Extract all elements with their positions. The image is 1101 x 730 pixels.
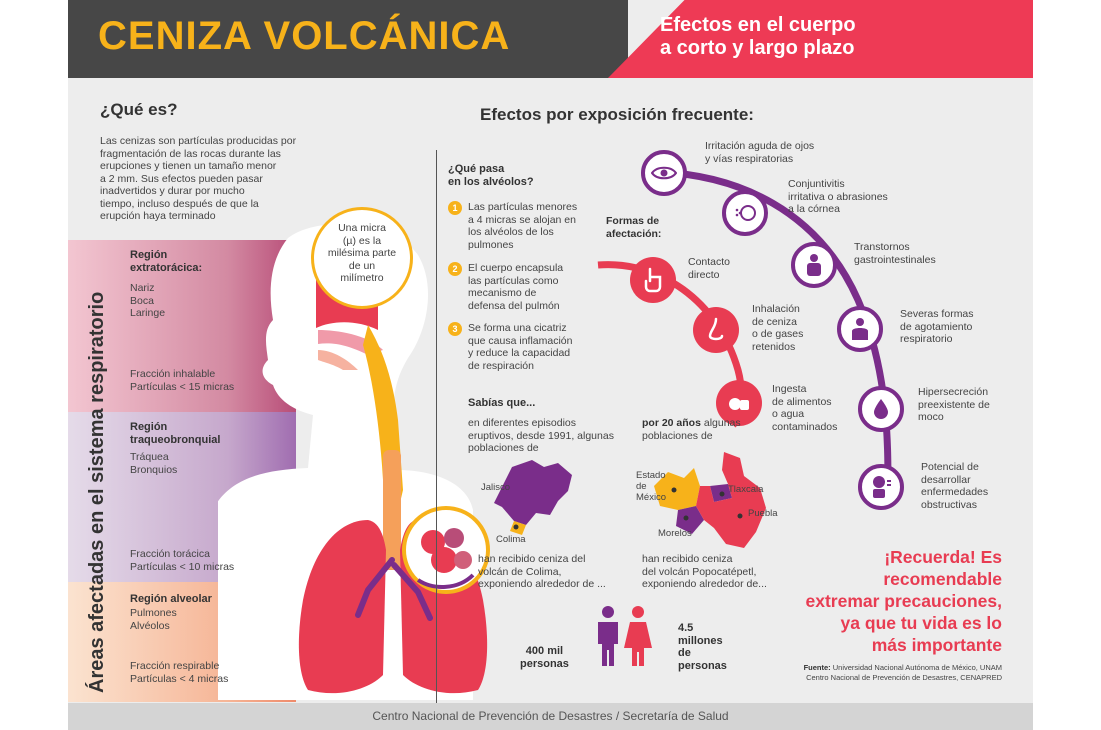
map-jalisco-colima: [492, 455, 582, 540]
map-label-jalisco: Jalisco: [481, 482, 511, 493]
recuerda-message: ¡Recuerda! Es recomendable extremar precauciones, ya que tu vida es lo más importante: [805, 547, 1002, 655]
finger-touch-icon: [630, 257, 676, 303]
micra-note: Una micra (µ) es la milésima parte de un milímetro: [311, 207, 413, 309]
sabias-heading: Sabías que...: [468, 397, 536, 409]
region-2-items: Tráquea Bronquios: [130, 451, 178, 476]
step-2-text: El cuerpo encapsula las partículas como mecanismo de defensa del pulmón: [468, 262, 564, 312]
formas-label: Formas de afectación:: [606, 215, 662, 240]
source-note: [750, 663, 1002, 683]
areas-vertical-title: Áreas afectadas en el sistema respiratorio: [86, 291, 108, 693]
map-label-puebla: Puebla: [748, 508, 778, 519]
region-3-title: Región alveolar: [130, 593, 212, 605]
people-left-count: 400 mil personas: [520, 645, 569, 670]
source-text: Universidad Nacional Autónoma de México, UNAM Centro Nacional de Prevención de Desastres, CENAPRED: [806, 663, 1002, 682]
forma-2-label: Inhalación de ceniza o de gases retenidos: [752, 303, 804, 353]
step-3-text: Se forma una cicatriz que causa inflamación y reduce la capacidad de respiración: [468, 322, 573, 372]
efecto-5-label: Hipersecreción preexistente de moco: [918, 386, 990, 423]
step-1-number: 1: [448, 201, 462, 215]
region-2-fraction: Fracción torácica Partículas < 10 micras: [130, 548, 235, 573]
people-right-count: 4.5 millones de personas: [678, 622, 727, 672]
map-central-states: [648, 448, 778, 558]
region-2-title: Región traqueobronquial: [130, 421, 221, 446]
sabias-right-intro: algunas poblaciones de: [642, 417, 741, 442]
sabias-right-intro-block: [642, 417, 772, 442]
region-1-title: Región extratorácica:: [130, 249, 203, 274]
map-label-edomex: Estado de México: [636, 470, 667, 503]
lungs-person-icon: [837, 306, 883, 352]
sabias-left-intro: en diferentes episodios eruptivos, desde 1991, algunas poblaciones de: [468, 417, 614, 454]
eye-icon: [641, 150, 687, 196]
page-title: CENIZA VOLCÁNICA: [98, 14, 511, 58]
region-1-items: Nariz Boca Laringe: [130, 282, 166, 319]
que-es-text: Las cenizas son partículas producidas por fragmentación de las rocas durante las erupciones y tienen un tamaño menor a 2 mm. Sus efectos pueden pasar inadvertidos y durar por mucho tiempo, incluso después de que la erupción haya terminado: [100, 135, 297, 222]
efecto-3-label: Transtornos gastrointestinales: [854, 241, 936, 266]
infographic: [68, 0, 1033, 730]
step-1-text: Las partículas menores a 4 micras se alojan en los alvéolos de los pulmones: [468, 201, 578, 251]
footer-bar: [68, 703, 1033, 730]
sabias-right-outro: han recibido ceniza del volcán Popocatépetl, exponiendo alrededor de...: [642, 553, 767, 590]
efecto-1-label: Irritación aguda de ojos y vías respiratorias: [705, 140, 815, 165]
map-label-morelos: Morelos: [658, 528, 692, 539]
region-3-items: Pulmones Alvéolos: [130, 607, 177, 632]
forma-1-label: Contacto directo: [688, 256, 731, 281]
map-label-colima: Colima: [496, 534, 526, 545]
step-3-number: 3: [448, 322, 462, 336]
drop-icon: [858, 386, 904, 432]
region-3-fraction: Fracción respirable Partículas < 4 micras: [130, 660, 229, 685]
map-label-tlaxcala: Tlaxcala: [728, 484, 764, 495]
footer-text: Centro Nacional de Prevención de Desastres / Secretaría de Salud: [372, 709, 729, 723]
sabias-left-outro: han recibido ceniza del volcán de Colima, exponiendo alrededor de ...: [478, 553, 606, 590]
sabias-right-years: por 20 años: [642, 417, 701, 429]
section-divider: [436, 150, 437, 710]
stomach-icon: [791, 242, 837, 288]
region-1-fraction: Fracción inhalable Partículas < 15 micras: [130, 368, 235, 393]
efecto-4-label: Severas formas de agotamiento respiratorio: [900, 308, 974, 345]
alveolos-heading: ¿Qué pasa en los alvéolos?: [448, 163, 534, 188]
source-label: Fuente:: [803, 663, 831, 672]
people-icon: [594, 606, 654, 668]
que-es-heading: ¿Qué es?: [100, 100, 178, 119]
eye-abrasion-icon: [722, 190, 768, 236]
cough-icon: [858, 464, 904, 510]
efecto-6-label: Potencial de desarrollar enfermedades obstructivas: [921, 461, 989, 511]
page-subtitle: Efectos en el cuerpo a corto y largo plazo: [660, 14, 856, 59]
forma-3-label: Ingesta de alimentos o agua contaminados: [772, 383, 838, 433]
step-2-number: 2: [448, 262, 462, 276]
efectos-heading: Efectos por exposición frecuente:: [480, 105, 754, 124]
efecto-2-label: Conjuntivitis irritativa o abrasiones a la córnea: [788, 178, 888, 215]
nose-icon: [693, 307, 739, 353]
